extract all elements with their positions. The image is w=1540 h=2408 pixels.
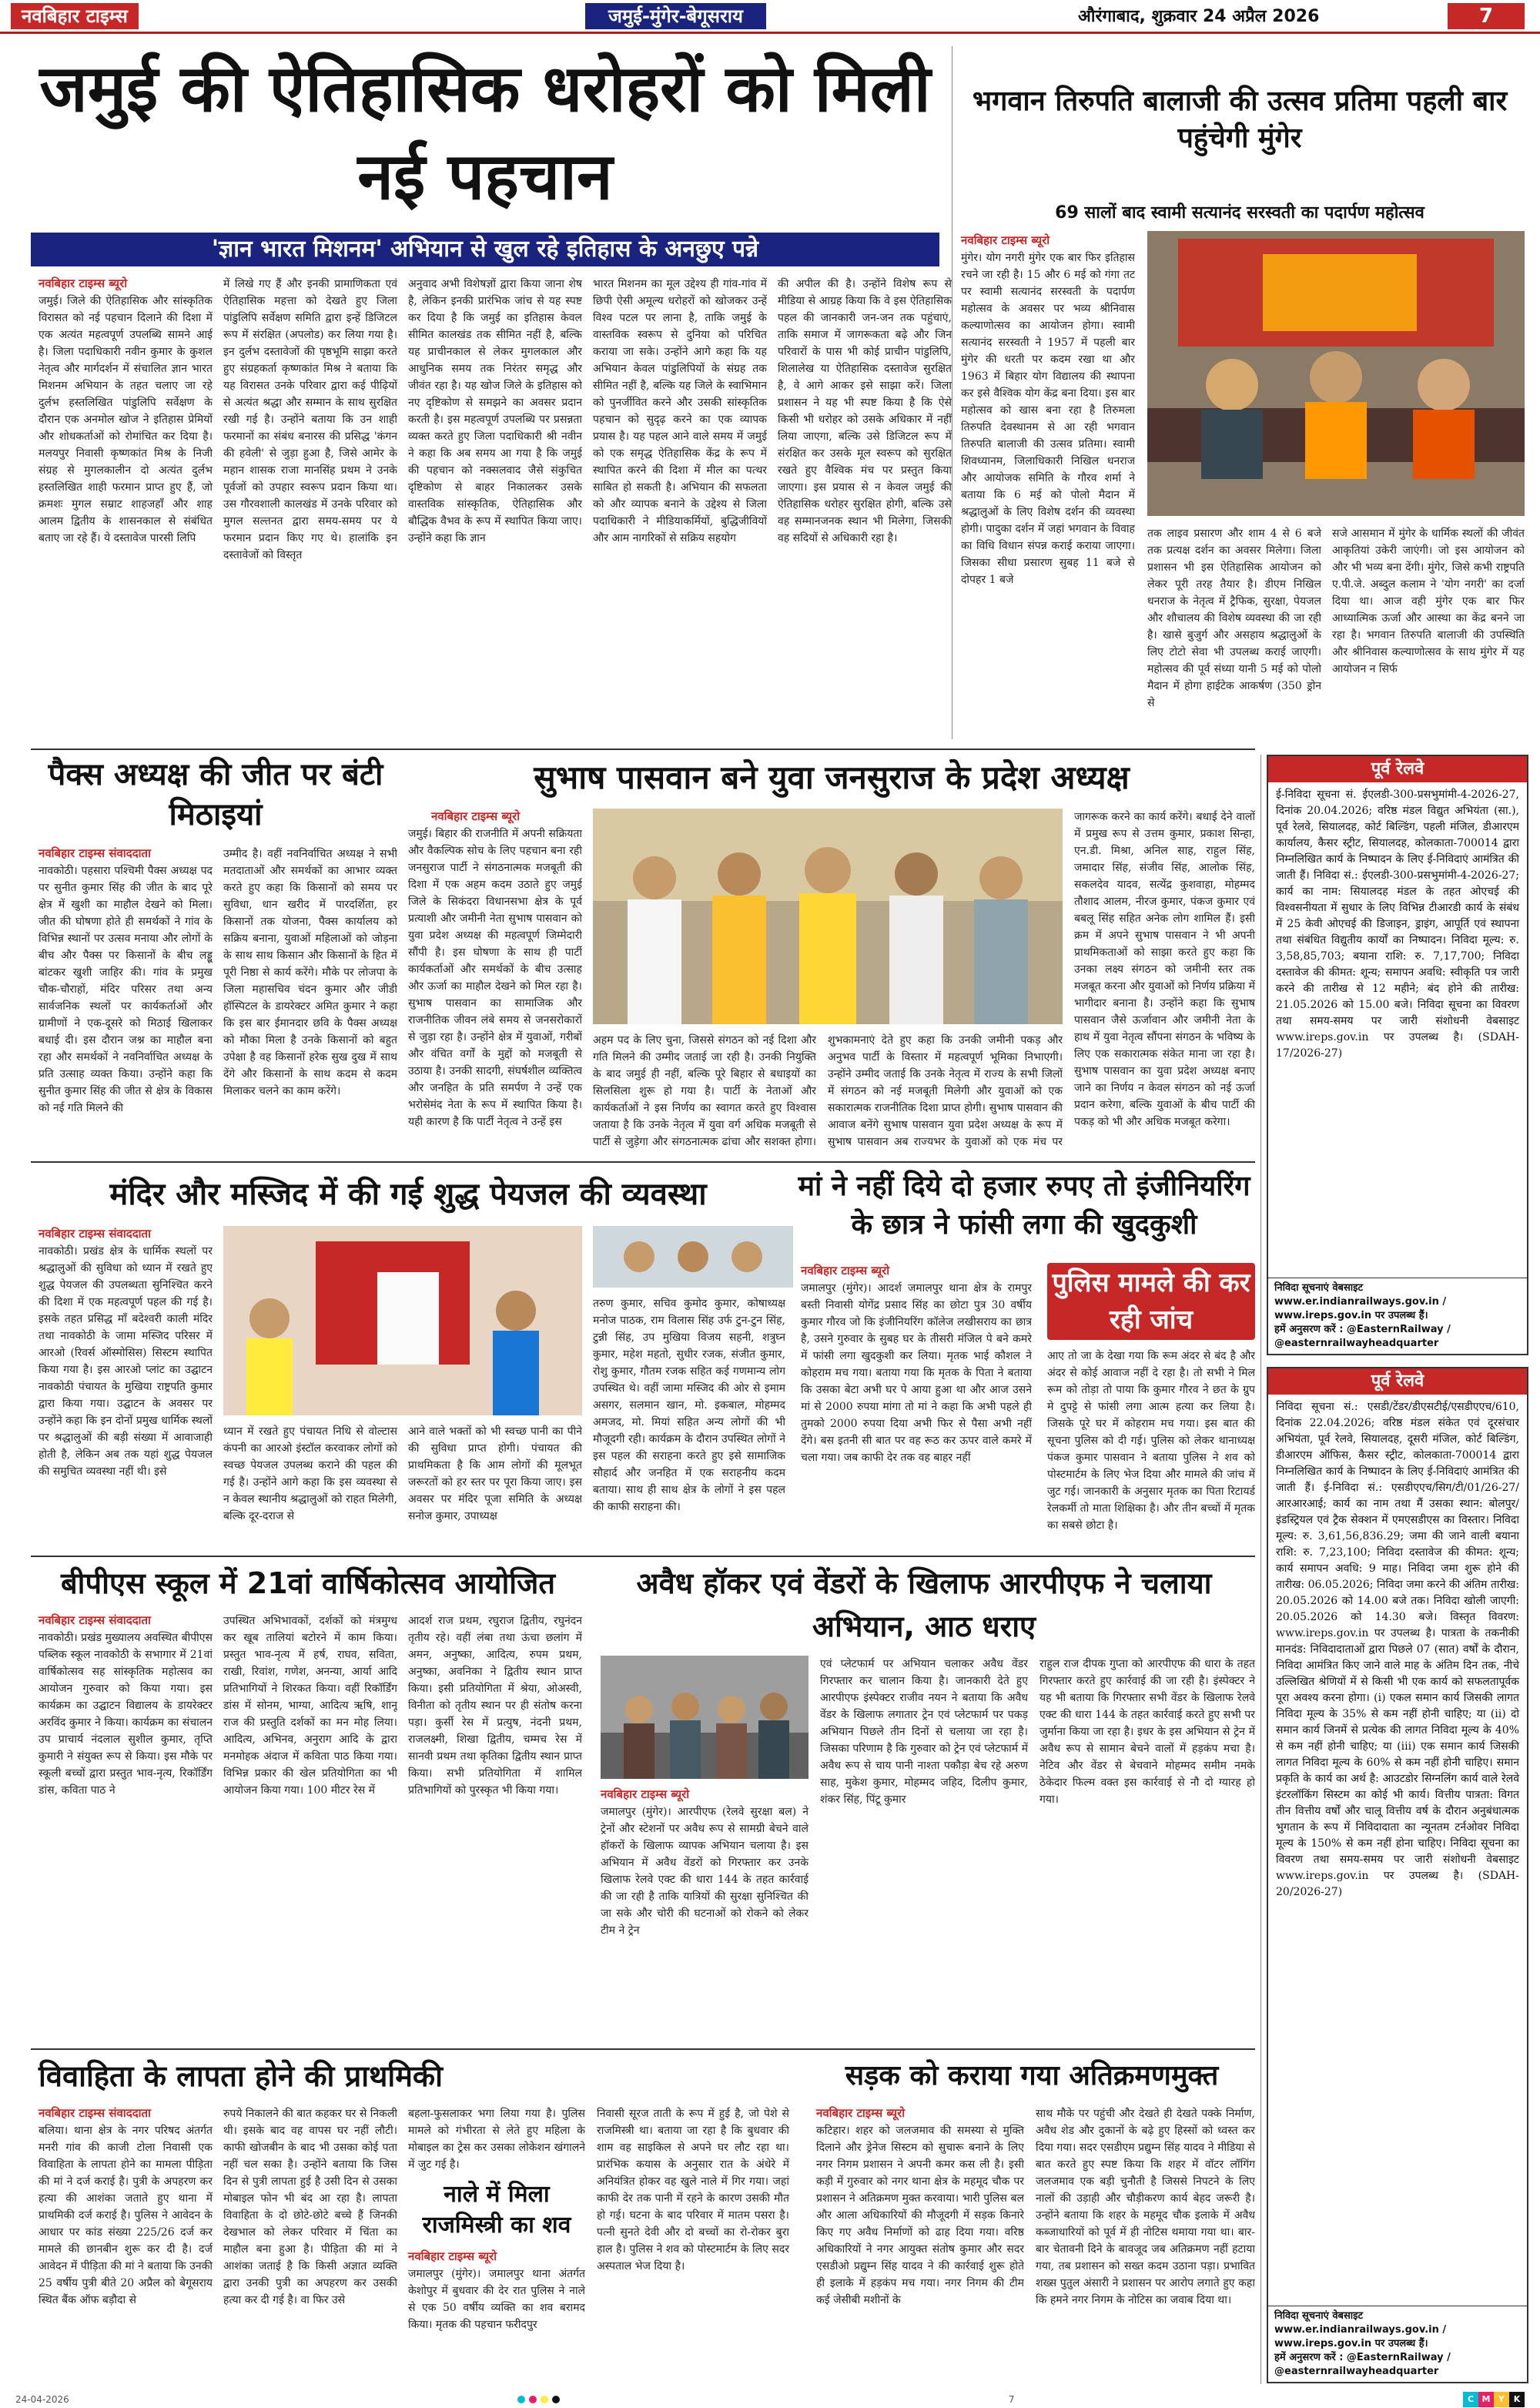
ad-footer: निविदा सूचनाएं वेबसाइट www.er.indianrailways.gov.in / www.ireps.gov.in पर उपलब्ध हैं। हमें अनुसरण करें : @EasternRailway / @easternrailwayheadquarter: [1268, 1278, 1527, 1354]
issue-date: औरंगाबाद, शुक्रवार 24 अप्रैल 2026: [1078, 7, 1320, 26]
print-footer: [0, 2390, 1540, 2408]
subhash-byline: नवबिहार टाइम्स ब्यूरो: [431, 809, 521, 823]
missing-col-2: रुपये निकालने की बात कहकर घर से निकली थी। इसके बाद वह वापस घर नहीं लौटी। काफी खोजबीन के बाद भी उसका कोई पता नहीं चल सका है। उन्होंने बताया कि जिस दिन से पुत्री लापता हुई है उसी दिन से उसका मोबाइल फोन भी बंद आ रहा है। लापता विवाहिता के दो छोटे-छोटे बच्चे हैं जिनकी देखभाल को लेकर परिवार में चिंता का माहौल बना हुआ है। पीड़िता की मां ने आशंका जताई है कि किसी अज्ञात व्यक्ति द्वारा उनकी पुत्री का अपहरण कर उसकी हत्या कर दी गई है। वा फिर उसे: [223, 2108, 397, 2306]
water-headline: मंदिर और मस्जिद में की गई शुद्ध पेयजल की व्यवस्था: [109, 1177, 707, 1212]
pacs-headline: पैक्स अध्यक्ष की जीत पर बंटी मिठाइयां: [48, 757, 383, 832]
railway-tender-ad-1: [1267, 755, 1528, 1355]
paper-name: नवबिहार टाइम्स: [11, 3, 139, 29]
tirupati-photo: [1147, 231, 1525, 516]
suicide-col-1: जमालपुर (मुंगेर)। आदर्श जमालपुर थाना क्षेत्र के रामपुर बस्ती निवासी योगेंद्र प्रसाद सिंह का छोटा पुत्र 30 वर्षीय कुमार गौरव जो कि इंजीनियरिंग कॉलेज लखीसराय का छात्र है, उसने गुरुवार के सुबह घर के तीसरी मंजिल पे बने कमरे में फांसी लगा खुदकुशी कर लिया। मृतक भाई कौशल ने कोहराम मच गया। बताया गया कि मृतक के पिता ने बताया कि उसका बेटा अभी घर पे आया हुआ था और आज उसने मां से 2000 रुपया मांगा तो मां ने कहा कि अभी पहले ही तुमको 2000 रुपया दिया अभी फिर से पैसा अभी नहीं देंगे। बस इतनी सी बात पर वह रूठ कर ऊपर वाले कमरे में चला गया। जब काफी देर तक वह बाहर नहीं: [801, 1282, 1032, 1464]
suicide-headline: मां ने नहीं दिये दो हजार रुपए तो इंजीनियरिंग के छात्र ने फांसी लगा की खुदकुशी: [798, 1171, 1250, 1241]
pacs-col-2: उम्मीद है। वहीं नवनिर्वाचित अध्यक्ष ने सभी मतदाताओं और समर्थकों का आभार व्यक्त करते हुए कहा कि किसानों को समय पर सुविधा, धान खरीद में पारदर्शिता, हर किसानों तक योजना, पैक्स कार्यालय को सक्रिय बनाना, युवाओं महिलाओं को जोड़ना के साथ साथ किसान और किसानों के हित में पूरी निष्ठा से कार्य करेंगे। मौके पर लोजपा के जिला महासचिव चंदन कुमार और जीडी हॉस्पिटल के डायरेक्टर अमित कुमार ने कहा कि इस बार ईमानदार छवि के पैक्स अध्यक्ष को मौका मिला है उनके किसानों को बहुत उपेक्षा है वह किसानों हरेक सुख दुख में साथ देंगे और किसानों के साथ कदम से कदम मिलाकर चलने का काम करेंगे।: [223, 848, 397, 1097]
drain-col-2: निवासी सूरज ताती के रूप में हुई है, जो पेशे से राजमिस्त्री था। बताया जा रहा है कि बुधवार की शाम वह साइकिल से अपने घर लौट रहा था। प्रारंभिक कयास के अनुसार रात के अंधेरे में अनियंत्रित होकर वह खुले नाले में गिर गया। जहां काफी देर तक पानी में रहने के कारण उसकी मौत हो गई। घटना के बाद परिवार में मातम पसरा है। पत्नी सुनते देवी और दो बच्चों का रो-रोकर बुरा हाल है। पुलिस ने शव को पोस्टमार्टम के लिए सदर अस्पताल भेज दिया है।: [597, 2108, 789, 2272]
page-number: 7: [1448, 3, 1525, 29]
divider: [31, 2048, 1255, 2050]
rpf-headline: अवैध हॉकर एवं वेंडरों के खिलाफ आरपीएफ ने चलाया अभियान, आठ धराए: [636, 1566, 1212, 1643]
suicide-box: पुलिस मामले की कर रही जांच: [1047, 1263, 1255, 1340]
tirupati-col-3: सजे आसमान में मुंगेर के धार्मिक स्थलों की जीवंत आकृतियां उकेरी जाएंगी। जो इस आयोजन को और भी भव्य बना देंगी। मुंगेर, जिसे कभी राष्ट्रपति ए.पी.जे. अब्दुल कलाम ने 'योग नगरी' का दर्जा दिया था। आज वही मुंगेर एक बार फिर आध्यात्मिक ऊर्जा और आस्था का केंद्र बनने जा रहा है। भगवान तिरुपति बालाजी की उपस्थिति और श्रीनिवास कल्याणोत्सव के साथ मुंगेर में यह आयोजन न सिर्फ: [1332, 527, 1525, 675]
footer-page: 7: [1008, 2393, 1015, 2405]
ad-header: पूर्व रेलवे: [1268, 756, 1527, 782]
ad-social-links[interactable]: हमें अनुसरण करें : @EasternRailway / @easternrailwayheadquarter: [1274, 1324, 1451, 1349]
tirupati-col-1: मुंगेर। योग नगरी मुंगेर एक बार फिर इतिहास रचने जा रही है। 15 और 6 मई को गंगा तट पर स्वामी सत्यानंद सरस्वती के पदार्पण महोत्सव के अवसर पर भव्य श्रीनिवास कल्याणोत्सव का आयोजन होगा। स्वामी सत्यानंद सरस्वती ने 1957 में पहली बार मुंगेर की धरती पर कदम रखा था और 1963 में बिहार योग विद्यालय की स्थापना कर इसे वैश्विक योग केंद्र बना दिया। इस बार महोत्सव को खास बना रहा है तिरुमला तिरुपति देवस्थानम से आ रही भगवान तिरुपति बालाजी की उत्सव प्रतिमा। स्वामी शिवध्यानम, जिलाधिकारी निखिल धनराज और आयोजक समिति के गौरव शर्मा ने बताया कि 6 मई को पोलो मैदान में श्रद्धालुओं के लिए विशेष दर्शन की व्यवस्था होगी। पादुका दर्शन में जहां भगवान के विवाह का विधि विधान संपन्न कराई कराया जाएगा। जिसका सीधा प्रसारण सुबह 11 बजे से दोपहर 1 बजे: [961, 252, 1135, 586]
divider: [31, 749, 1255, 750]
ad-body: निविदा सूचना सं.: एसडी/टेंडर/डीएसटीई/एसडीएएच/610, दिनांक 22.04.2026; वरिष्ठ मंडल संकेत एवं दूरसंचार अभियंता, पूर्व रेलवे, सियालदह, दूसरी मंजिल, कोर्ट बिल्डिंग, डीआरएम ऑफिस, कैसर स्ट्रीट, कोलकाता-700014 द्वारा निम्नलिखित कार्य के निष्पादन के लिए ई-निविदाएं आमंत्रित की जाती हैं। ई-निविदा सं.: एसडीएएच/सिग/टी/01/26-27/आरआरआई; कार्य का नाम तथा मैं उसका स्थान: बोलपुर/इंडस्ट्रियल एवं ट्रैक सेक्शन में एमएसडीएस का विस्तार। निविदा मूल्य: रु. 3,61,56,836.29; जमा की जाने वाली बयाना राशि: रु. 7,23,100; निविदा दस्तावेज की कीमत: शून्य; कार्य समापन अवधि: 9 माह। निविदा जमा शुरू होने की तारीख: 06.05.2026; निविदा जमा करने की अंतिम तारीख: 20.05.2026 को 14.00 बजे तक। निविदा खोली जाएगी: 20.05.2026 को 14.30 बजे। विस्तृत विवरण: www.ireps.gov.in पर उपलब्ध है। पात्रता के तकनीकी मानदंड: निविदादाताओं द्वारा पिछले 07 (सात) वर्षों के दौरान, निविदा आमंत्रित किए जाने वाले माह के अंतिम दिन तक, नीचे उल्लिखित श्रेणियों में से किसी भी एक कार्य को सफलतापूर्वक पूरा अवश्य करना होगा। (i) एकल समान कार्य जिसकी लागत निविदा मूल्य के 35% से कम नहीं होनी चाहिए; या (ii) दो समान कार्य जिनमें से प्रत्येक की लागत निविदा मूल्य के 40% से कम नहीं होनी चाहिए; या (iii) एक समान कार्य जिसकी लागत निविदा मूल्य के 60% से कम नहीं होनी चाहिए। समान प्रकृति के कार्य का अर्थ है: आउटडोर सिग्नलिंग कार्य वाले रेलवे इंटरलॉकिंग सिस्टम का कोई भी कार्य। वित्तीय पात्रता: विगत तीन वित्तीय वर्षों और चालू वित्तीय वर्ष के दौरान अनुबंधात्मक भुगतान के रूप में निविदादाता का न्यूनतम टर्नओवर निविदा मूल्य के 150% से कम नहीं होना चाहिए। निविदा सूचना का विवरण तथा समय-समय पर जारी संशोधनी वेबसाइट www.ireps.gov.in पर उपलब्ध है। (SDAH-20/2026-27): [1276, 1401, 1519, 1898]
divider: [31, 1161, 1255, 1163]
divider: [31, 1556, 1255, 1557]
drain-headline: नाले में मिला राजमिस्त्री का शव: [422, 2181, 571, 2239]
lead-col-5: की अपील की है। उन्होंने विशेष रूप से मीडिया से आग्रह किया कि वे इस ऐतिहासिक पहल की जानकारी जन-जन तक पहुंचाएं, ताकि समाज में जागरूकता बढ़े और जिन परिवारों के पास भी कोई प्राचीन पांडुलिपि, शिलालेख या ऐतिहासिक दस्तावेज सुरक्षित है, वे आगे आकर इसे साझा करें। जिला प्रशासन ने यह भी स्पष्ट किया है कि ऐसे किसी भी धरोहर को उसके अधिकार में नहीं लिया जाएगा, बल्कि उसे डिजिटल रूप में संरक्षित कर उसके मूल स्वरूप को सुरक्षित रखते हुए वैश्विक मंच पर प्रस्तुत किया जाएगा। इस प्रयास से न केवल जमुई की ऐतिहासिक धरोहर सुरक्षित होगी, बल्कि उसे वह सम्मानजनक स्थान भी मिलेगा, जिसकी वह सदियों से अधिकारी रहा है।: [778, 278, 952, 544]
tirupati-headline: भगवान तिरुपति बालाजी की उत्सव प्रतिमा पहली बार पहुंचेगी मुंगेर: [972, 85, 1508, 154]
footer-date: 24-04-2026: [15, 2393, 69, 2405]
water-photo-2: [593, 1226, 793, 1288]
column-rule: [1260, 755, 1261, 2384]
subhash-col-4: जागरूक करने का कार्य करेंगे। बधाई देने वालों में प्रमुख रूप से उत्तम कुमार, प्रकाश सिन्हा, एन.डी. मिश्रा, अनिल साह, राहुल सिंह, जमादार सिंह, संजीव सिंह, आलोक सिंह, सकलदेव यादव, सत्येंद्र कुशवाहा, मोहम्मद तौशाद आलम, नीरज कुमार, पंकज कुमार एवं बबलू सिंह सहित अनेक लोग शामिल हैं। इसी क्रम में अपने सुभाष पासवान ने भी अपनी प्राथमिकताओं को साझा करते हुए कहा कि उनका लक्ष्य संगठन को जमीनी स्तर तक मजबूत करना और युवाओं को निर्णय प्रक्रिया में भागीदार बनाना है। उन्होंने कहा कि सुभाष पासवान जैसे ऊर्जावान और जमीनी नेता के हाथ में युवा नेतृत्व सौंपना संगठन के भविष्य के लिए एक सकारात्मक संकेत माना जा रहा है। सुभाष पासवान का युवा प्रदेश अध्यक्ष बनाए जाने का निर्णय न केवल संगठन को नई ऊर्जा प्रदान करेगा, बल्कि युवाओं के बीच पार्टी की पकड़ को भी और अधिक मजबूत करेगा।: [1074, 811, 1255, 1128]
subhash-col-2: अहम पद के लिए चुना, जिससे संगठन को नई दिशा और गति मिलने की उम्मीद जताई जा रही है। उनकी नियुक्ति के बाद जमुई ही नहीं, बल्कि पूरे बिहार से बधाइयों का सिलसिला शुरू हो गया है। पार्टी के नेताओं और कार्यकर्ताओं ने इस निर्णय का स्वागत करते हुए विश्वास जताया है कि उनके नेतृत्व में युवा वर्ग अधिक मजबूती से पार्टी से जुड़ेगा और संगठनात्मक ढांचा और सशक्त होगा।: [593, 1034, 816, 1148]
pacs-byline: नवबिहार टाइम्स संवाददाता: [38, 846, 151, 860]
water-photo: [223, 1226, 582, 1415]
rpf-col-2: एवं प्लेटफार्म पर अभियान चलाकर अवैध वेंडर गिरफ्तार कर चालान किया है। जानकारी देते हुए आरपीएफ इंस्पेक्टर राजीव नयन ने बताया कि अवैध वेंडर के खिलाफ लगातार ट्रेन एवं प्लेटफार्म पर पकड़ अभियान पिछले तीन दिनों से चलाया जा रहा है। जिसका परिणाम है कि गुरुवार को ट्रेन एवं प्लेटफार्म में अवैध रूप से चाय पानी नाश्ता पकौड़ा बेच रहे अरुण साह, मुकेश कुमार, मोहम्मद जहिद, दिलीप कुमार, शंकर सिंह, पिंटू कुमार: [820, 1658, 1028, 1806]
encroach-headline: सड़क को कराया गया अतिक्रमणमुक्त: [845, 2060, 1219, 2092]
suicide-byline: नवबिहार टाइम्स ब्यूरो: [801, 1264, 890, 1278]
subhash-col-1: जमुई। बिहार की राजनीति में अपनी सक्रियता और वैकल्पिक सोच के लिए पहचान बना रही जनसुराज पार्टी ने संगठनात्मक मजबूती की दिशा में एक अहम कदम उठाते हुए जमुई जिले के सिकंदरा विधानसभा क्षेत्र के पूर्व प्रत्याशी और जमीनी नेता सुभाष पासवान को युवा प्रदेश अध्यक्ष की महत्वपूर्ण जिम्मेदारी सौंपी है। इस घोषणा के साथ ही पार्टी कार्यकर्ताओं और समर्थकों के बीच उत्साह और ऊर्जा का माहौल देखने को मिल रहा है। सुभाष पासवान का सामाजिक और राजनीतिक जीवन लंबे समय से जनसरोकारों से जुड़ा रहा है। उन्होंने क्षेत्र में युवाओं, गरीबों और वंचित वर्गों के मुद्दों को मजबूती से उठाया है। उनकी सादगी, संघर्षशील व्यक्तित्व और जनहित के प्रति समर्पण ने उन्हें एक भरोसेमंद नेता के रूप में स्थापित किया है। यही कारण है कि पार्टी नेतृत्व ने उन्हें इस: [408, 828, 582, 1128]
railway-tender-ad-2: [1267, 1367, 1528, 2383]
registration-marks: [517, 2396, 560, 2403]
school-byline: नवबिहार टाइम्स संवाददाता: [38, 1613, 151, 1627]
rpf-col-1: जमालपुर (मुंगेर)। आरपीएफ (रेलवे सुरक्षा बल) ने ट्रेनों और स्टेशनों पर अवैध रूप से सामग्री बेचने वाले हॉकरों के खिलाफ व्यापक अभियान चलाया है। इस अभियान में अवैध वेंडरों को गिरफ्तार कर उनके खिलाफ रेलवे एक्ट की धारा 144 के तहत कार्रवाई की जा रही है ताकि यात्रियों की सुरक्षा सुनिश्चित की जा सके और चोरी की घटनाओं को रोकने को लेकर टीम ने ट्रेन: [601, 1806, 808, 1937]
lead-col-3: अनुवाद अभी विशेषज्ञों द्वारा किया जाना शेष है, लेकिन इनकी प्रारंभिक जांच से यह स्पष्ट कर दिया है कि जमुई का इतिहास केवल सीमित कालखंड तक सीमित नहीं है, बल्कि यह प्राचीनकाल से लेकर मुगलकाल और आधुनिक समय तक निरंतर समृद्ध और जीवंत रहा है। यह खोज जिले के इतिहास को नए दृष्टिकोण से समझने का अवसर प्रदान करती है। इस महत्वपूर्ण उपलब्धि पर प्रसन्नता व्यक्त करते हुए जिला पदाधिकारी श्री नवीन ने कहा कि अब समय आ गया है कि जमुई की पहचान को नक्सलवाद जैसे संकुचित दृष्टिकोण से बाहर निकालकर उसके वास्तविक सांस्कृतिक, ऐतिहासिक और बौद्धिक वैभव के रूप में स्थापित किया जाए। उन्होंने कहा कि ज्ञान: [408, 278, 582, 544]
ad-body: ई-निविदा सूचना सं. ईएलडी-300-प्रसभुमांमी-4-2026-27, दिनांक 20.04.2026; वरिष्ठ मंडल विद्युत अभियंता (सा.), पूर्व रेलवे, सियालदह, कोर्ट बिल्डिंग, पहली मंजिल, डीआरएम कार्यालय, कैसर स्ट्रीट, सियालदह, कोलकाता-700014 द्वारा निम्नलिखित कार्य के निष्पादन के लिए ई-निविदाएं आमंत्रित की जाती हैं। निविदा सं.: ईएलडी-300-प्रसभुमांमी-4-2026-27; कार्य का नाम: सियालदह मंडल के तहत ओएचई की विश्वसनीयता में सुधार के लिए विभिन्न टीआरडी कार्य के संबंध में 25 केवी ओएचई की डिजाइन, ड्राइंग, आपूर्ति एवं स्थापना तथा संबंधित विद्युतीय कार्यों का निष्पादन। निविदा मूल्य: रु. 3,58,85,703; बयाना राशि: रु. 7,17,700; निविदा दस्तावेज की कीमत: शून्य; समापन अवधि: स्वीकृति पत्र जारी करने की तारीख से 12 महीने; बंद होने की तारीख: 21.05.2026 को 15.00 बजे। निविदा सूचना का विवरण तथा समय-समय पर जारी संशोधनी वेबसाइट www.ireps.gov.in पर उपलब्ध है। (SDAH-17/2026-27): [1276, 789, 1519, 1060]
tirupati-strap: 69 सालों बाद स्वामी सत्यानंद सरस्वती का पदार्पण महोत्सव: [1055, 203, 1424, 223]
subhash-photo: [593, 809, 1063, 1024]
subhash-col-3: शुभकामनाएं देते हुए कहा कि उनकी जमीनी पकड़ और अनुभव पार्टी के विस्तार में महत्वपूर्ण भूमिका निभाएगी। उन्होंने उम्मीद जताई कि उनके नेतृत्व में राज्य के सभी जिलों में संगठन को नई मजबूती मिलेगी और युवाओं को एक सकारात्मक राजनीतिक दिशा प्राप्त होगी। सुभाष पासवान की आवाज बनेंगे सुभाष पासवान युवा प्रदेश अध्यक्ष के रूप में सुभाष पासवान अब राज्यभर के युवाओं को एक मंच पर: [828, 1034, 1063, 1148]
school-col-3: आदर्श राज प्रथम, रघुराज द्वितीय, रघुनंदन तृतीय रहे। वहीं लंबा तथा ऊंचा छलांग में अमन, अनुष्का, आदित्य, रुपम प्रथम, अनुष्का, अवनिका ने द्वितीय स्थान प्राप्त किया। इसी प्रतियोगिता में श्रेया, ओअस्वी, विनीता को तृतीय स्थान पर ही संतोष करना पड़ा। कुर्सी रेस में प्रत्युष, नंदनी प्रथम, राजलक्ष्मी, शिखा द्वितीय, चम्मच रेस में सानवी प्रथम तथा कृतिका द्वितीय स्थान प्राप्त किया। सभी प्रतियोगिता में शामिल प्रतिभागियों को पुरस्कृत भी किया गया।: [408, 1615, 582, 1797]
encroach-byline: नवबिहार टाइम्स ब्यूरो: [816, 2106, 906, 2120]
lead-col-4: भारत मिशनम का मूल उद्देश्य ही गांव-गांव में छिपी ऐसी अमूल्य धरोहरों को खोजकर उन्हें विश्व पटल पर लाना है, ताकि जमुई के वास्तविक स्वरूप से दुनिया को परिचित कराया जा सके। उन्होंने आगे कहा कि यह अभियान केवल पांडुलिपियों के संग्रह तक सीमित नहीं है, बल्कि यह जिले के स्वाभिमान को पुनर्जीवित करने और उसकी सांस्कृतिक पहचान को सुदृढ़ करने का एक व्यापक प्रयास है। यह पहल आने वाले समय में जमुई को एक समृद्ध ऐतिहासिक केंद्र के रूप में स्थापित करने की दिशा में मील का पत्थर साबित हो सकती है। अभियान की सफलता को और व्यापक बनाने के उद्देश्य से जिला पदाधिकारी ने मीडियाकर्मियों, बुद्धिजीवियों और आम नागरिकों से सक्रिय सहयोग: [593, 278, 767, 544]
water-col-2: ध्यान में रखते हुए पंचायत निधि से वोल्टास कंपनी का आरओ इंस्टॉल करवाकर लोगों को स्वच्छ पेयजल उपलब्ध कराने की पहल की गई है। उन्होंने आगे कहा कि इस व्यवस्था से न केवल स्थानीय श्रद्धालुओं को राहत मिलेगी, बल्कि दूर-दराज से: [223, 1425, 397, 1522]
missing-col-1: बलिया। थाना क्षेत्र के नगर परिषद अंतर्गत मनरी गांव की काजी टोला निवासी एक विवाहिता के लापता होने का मामला पीड़िता की मां ने दर्ज कराई है। पुत्री के अपहरण कर हत्या की आशंका जताते हुए थाना में प्राथमिकी दर्ज कराई है। पुलिस ने आवेदन के आधार पर कांड संख्या 225/26 दर्ज कर मामले की छानबीन शुरू कर दी है। दर्ज आवेदन में पीड़िता की मां ने बताया कि उनकी 25 वर्षीय पुत्री बीते 20 अप्रैल को बेगूसराय स्थित बैंक ऑफ बड़ौदा से: [38, 2125, 213, 2306]
rpf-byline: नवबिहार टाइम्स ब्यूरो: [601, 1787, 690, 1801]
lead-strap: 'ज्ञान भारत मिशनम' अभियान से खुल रहे इतिहास के अनछुए पन्ने: [31, 233, 939, 266]
tirupati-byline: नवबिहार टाइम्स ब्यूरो: [961, 233, 1050, 247]
pacs-col-1: नावकोठी। पहसारा पश्चिमी पैक्स अध्यक्ष पद पर सुनीत कुमार सिंह की जीत के बाद पूरे क्षेत्र में खुशी का माहौल देखने को मिला। जीत की घोषणा होते ही समर्थकों ने गांव के विभिन्न स्थानों पर उत्सव मनाया और लोगों के बीच और पैक्स पर किसानों के बीच लड्डू बांटकर खुशी जाहिर की। गांव के प्रमुख चौक-चौराहों, मंदिर परिसर तथा अन्य सार्वजनिक स्थलों पर कार्यकर्ताओं और ग्रामीणों ने एक-दूसरे को मिठाई खिलाकर बधाई दी। इस दौरान जश्न का माहौल बना रहा और समर्थकों ने नवनिर्वाचित अध्यक्ष के प्रति उत्साह व्यक्त किया। उन्होंने कहा कि सुनीत कुमार सिंह की जीत से क्षेत्र के विकास को नई गति मिलने की: [38, 865, 213, 1114]
school-col-1: नावकोठी। प्रखंड मुख्यालय अवस्थित बीपीएस पब्लिक स्कूल नावकोठी के सभागार में 21वां वार्षिकोत्सव सह सांस्कृतिक महोत्सव का आयोजन गुरुवार को किया गया। इस कार्यक्रम का उद्घाटन विद्यालय के डायरेक्टर अरविंद कुमार ने किया। कार्यक्रम का संचालन उप प्राचार्य नंदलाल सुशील कुमार, तृप्ति कुमारी ने संयुक्त रूप से किया। इस मौके पर स्कूली बच्चों द्वारा प्रस्तुत भाव-नृत्य, रिकॉर्डिंग डांस, कविता पाठ ने: [38, 1632, 213, 1797]
lead-byline: नवबिहार टाइम्स ब्यूरो: [38, 276, 128, 290]
cmyk-swatch: C M Y K: [1463, 2392, 1525, 2407]
section-name: जमुई-मुंगेर-बेगूसराय: [585, 3, 766, 29]
rpf-photo: [601, 1656, 808, 1779]
water-col-1: नावकोठी। प्रखंड क्षेत्र के धार्मिक स्थलों पर श्रद्धालुओं की सुविधा को ध्यान में रखते हुए शुद्ध पेयजल की उपलब्धता सुनिश्चित करने की दिशा में एक महत्वपूर्ण पहल की गई है। इसके तहत प्रसिद्ध माँ बदेश्वरी काली मंदिर तथा नावकोठी के जामा मस्जिद परिसर में आरओ (रिवर्स ऑस्मोसिस) सिस्टम स्थापित किया गया है। इस आरओ प्लांट का उद्घाटन नावकोठी पंचायत के मुखिया राष्ट्रपति कुमार द्वारा किया गया। उद्घाटन के अवसर पर उन्होंने कहा कि इन दोनों प्रमुख धार्मिक स्थलों पर श्रद्धालुओं की बड़ी संख्या में आवाजाही होती है, लेकिन अब तक यहां शुद्ध पेयजल की समुचित व्यवस्था नहीं थी। इसे: [38, 1245, 213, 1478]
school-col-2: उपस्थित अभिभावकों, दर्शकों को मंत्रमुग्ध कर खूब तालियां बटोरने में काम किया। प्रस्तुत भाव-नृत्य में हर्ष, राघव, सविता, राखी, रिवांश, गणेश, अनन्या, आर्या आदि प्रतिभागियों ने शिरकत किया। वहीं रिकॉर्डिंग डांस में सोनम, भाग्या, आदित्य ऋषि, शानू राज की प्रस्तुति दर्शकों का मन मोह लिया। आदित्य, अभिनव, अनुराग आदि के द्वारा मनमोहक अंदाज में कविता पाठ किया गया। विभिन्न प्रकार की खेल प्रतियोगिता का भी आयोजन किया गया। 100 मीटर रेस में: [223, 1615, 397, 1797]
missing-continued: बहला-फुसलाकर भगा लिया गया है। पुलिस मामले को गंभीरता से लेते हुए महिला के मोबाइल का ट्रेस कर उसका लोकेशन खंगालने में जुट गई है।: [408, 2108, 585, 2171]
water-byline: नवबिहार टाइम्स संवाददाता: [38, 1227, 151, 1241]
ad-footer: निविदा सूचनाएं वेबसाइट www.er.indianrailways.gov.in / www.ireps.gov.in पर उपलब्ध हैं। हमें अनुसरण करें : @EasternRailway / @easternrailwayheadquarter: [1268, 2306, 1527, 2382]
tirupati-col-2: तक लाइव प्रसारण और शाम 4 से 6 बजे तक प्रत्यक्ष दर्शन का अवसर मिलेगा। जिला प्रशासन भी इस ऐतिहासिक आयोजन को लेकर पूरी तरह तैयार है। डीएम निखिल धनराज के नेतृत्व में ट्रैफिक, सुरक्षा, पेयजल और शौचालय की विशेष व्यवस्था की जा रही है। खासे बुजुर्ग और असहाय श्रद्धालुओं के लिए टोटो सेवा भी उपलब्ध कराई जाएगी। महोत्सव की पूर्व संध्या यानी 5 मई को पोलो मैदान में होगा हाईटेक आकर्षण (350 ड्रोन से: [1147, 527, 1321, 709]
missing-byline: नवबिहार टाइम्स संवाददाता: [38, 2106, 151, 2120]
drain-col-1: जमालपुर (मुंगेर)। जमालपुर थाना अंतर्गत केशोपुर में बुधवार की देर रात पुलिस ने नाले से एक 50 वर्षीय व्यक्ति का शव बरामद किया। मृतक की पहचान फरीदपुर: [408, 2268, 585, 2331]
encroach-col-1: कटिहार। शहर को जलजमाव की समस्या से मुक्ति दिलाने और ड्रेनेज सिस्टम को सुचारू बनाने के लिए नगर निगम प्रशासन ने अपनी कमर कस ली है। इसी कड़ी में गुरुवार को नगर थाना क्षेत्र के महमूद चौक पर प्रशासन ने अतिक्रमण मुक्त करवाया। भारी पुलिस बल और आला अधिकारियों की मौजूदगी में सड़क किनारे किए गए अवैध निर्माणों को ढाह दिया गया। वरिष्ठ अधिकारियों ने नगर आयुक्त संतोष कुमार और सदर एसडीओ प्रद्युम्न सिंह यादव ने की कार्रवाई शुरू होते ही इलाके में हड़कंप मच गया। नगर निगम की टीम कई जेसीबी मशीनों के: [816, 2125, 1024, 2306]
water-col-4: तरुण कुमार, सचिव कुमोद कुमार, कोषाध्यक्ष मनोज पाठक, राम विलास सिंह उर्फ टुन-टुन सिंह, टुन्नी सिंह, उप मुखिया विजय सहनी, शत्रुघ्न कुमार, महेश महतो, सुधीर रजक, संजीत कुमार, रोशु कुमार, गौतम रजक सहित कई गणमान्य लोग उपस्थित थे। वहीं जामा मस्जिद की ओर से इमाम असगर, सलमान खान, मो. इकबाल, मोहम्मद अमजद, मो. मियां सहित अन्य लोगों की भी मौजूदगी रही। कार्यक्रम के दौरान उपस्थित लोगों ने इस पहल की सराहना करते हुए इसे सामाजिक सौहार्द और जनहित में एक सराहनीय कदम बताया। साथ ही साथ क्षेत्र के लोगों ने इस पहल की काफी सराहना की।: [593, 1298, 785, 1513]
lead-col-1: जमुई। जिले की ऐतिहासिक और सांस्कृतिक विरासत को नई पहचान दिलाने की दिशा में एक अत्यंत महत्वपूर्ण उपलब्धि सामने आई है। जिला पदाधिकारी नवीन कुमार के कुशल नेतृत्व और मार्गदर्शन में संचालित ज्ञान भारत मिशनम अभियान के तहत चलाए जा रहे दुर्लभ हस्तलिखित पांडुलिपि सर्वेक्षण के दौरान एक अनमोल खोज ने इतिहास प्रेमियों और शोधकर्ताओं को रोमांचित कर दिया है। मलयपुर निवासी कृष्णकांत मिश्र के निजी संग्रह से मुगलकालीन दो अत्यंत दुर्लभ हस्तलिखित शाही फरमान प्राप्त हुए हैं, जो क्रमशः मुगल सम्राट शाहजहाँ और शाह आलम द्वितीय के शासनकाल से संबंधित बताए जा रहे हैं। ये दस्तावेज पारसी लिपि: [38, 295, 213, 544]
subhash-headline: सुभाष पासवान बने युवा जनसुराज के प्रदेश अध्यक्ष: [534, 759, 1130, 796]
rpf-col-3: राहुल राज दीपक गुप्ता को आरपीएफ की धारा के तहत गिरफ्तार करते हुए कार्रवाई की जा रही है। इंस्पेक्टर ने यह भी बताया कि गिरफ्तार सभी वेंडर के खिलाफ रेलवे एक्ट की धारा 144 के तहत कार्रवाई करते हुए सभी पर जुर्माना किया जा रहा है। इधर के इस अभियान से ट्रेन में अवैध रूप से सामान बेचने वालों में हड़कंप मचा है। नेटिव और वेंडर से बेचवाने मोहम्मद समीम नमके ठेकेदार फिल्म वक्त इस कार्रवाई से नौ दो ग्यारह हो गया।: [1040, 1658, 1255, 1806]
ad-social-links[interactable]: हमें अनुसरण करें : @EasternRailway / @easternrailwayheadquarter: [1274, 2352, 1451, 2377]
school-headline: बीपीएस स्कूल में 21वां वार्षिकोत्सव आयोजित: [60, 1566, 556, 1600]
ad-header: पूर्व रेलवे: [1268, 1368, 1527, 1395]
water-col-3: आने वाले भक्तों को भी स्वच्छ पानी का पीने की सुविधा प्राप्त होगी। पंचायत की प्राथमिकता है कि आम लोगों की मूलभूत जरूरतों को हर स्तर पर पूरा किया जाए। इस अवसर पर मंदिर पूजा समिति के अध्यक्ष सनोज कुमार, उपाध्यक्ष: [408, 1425, 582, 1522]
lead-col-2: में लिखे गए हैं और इनकी प्रामाणिकता एवं ऐतिहासिक महत्ता को देखते हुए जिला पांडुलिपि सर्वेक्षण समिति द्वारा इन्हें डिजिटल रूप में संरक्षित (अपलोड) कर लिया गया है। इन दुर्लभ दस्तावेजों की पृष्ठभूमि साझा करते हुए संग्रहकर्ता कृष्णकांत मिश्र ने बताया कि यह विरासत उनके परिवार द्वारा कई पीढ़ियों से अत्यंत श्रद्धा और सम्मान के साथ सुरक्षित रखी गई है। उन्होंने बताया कि उन शाही फरमानों का संबंध बनारस की प्रसिद्ध 'कंगन की हवेली' से जुड़ा हुआ है, जिसे आमेर के महान शासक राजा मानसिंह प्रथम ने उनके पूर्वजों को उपहार स्वरूप प्रदान किया था। उस गौरवशाली कालखंड में उनके परिवार को मुगल सल्तनत द्वारा समय-समय पर ये फरमान प्रदान किए गए थे। हालांकि इन दस्तावेजों को विस्तृत: [223, 278, 397, 561]
drain-byline: नवबिहार टाइम्स ब्यूरो: [408, 2249, 497, 2263]
suicide-col-2: आए तो जा के देखा गया कि रूम अंदर से बंद है और अंदर से कोई आवाज नहीं दे रहा है। तो सभी ने मिल रूम को तोड़ा तो पाया कि कुमार गौरव ने छत के ग्रुप मे दुपट्टे से फांसी लगा आत्म हत्या कर लिया है। जिसके पूरे घर में कोहराम मच गया। इस बात की सूचना पुलिस को दी गई। पुलिस को लेकर थानाध्यक्ष पंकज कुमार पासवान ने बताया पुलिस ने शव को पोस्टमार्टम के लिए भेज दिया और मामले की जांच में जुट गई। जानकारी के अनुसार मृतक का पिता रिटायर्ड रेलकर्मी तो माता शिक्षिका है। और तीन बच्चों में मृतक का सबसे छोटा है।: [1047, 1350, 1255, 1532]
lead-headline: जमुई की ऐतिहासिक धरोहरों को मिली नई पहचान: [39, 51, 931, 214]
missing-headline: विवाहिता के लापता होने की प्राथमिकी: [38, 2059, 443, 2093]
encroach-col-2: साथ मौके पर पहुंची और देखते ही देखते पक्के निर्माण, अवैध शेड और दुकानों के बढ़े हुए हिस्सों को ध्वस्त कर दिया गया। सदर एसडीएम प्रद्युम्न सिंह यादव ने मीडिया से बात करते हुए स्पष्ट किया कि शहर में वॉटर लॉगिंग जलजमाव एक बड़ी चुनौती है जिससे निपटने के लिए नालों की उड़ाही और चौड़ीकरण कार्य बेहद जरूरी है। उन्होंने बताया कि शहर के महमूद चौक इलाके में अवैध कब्जाधारियों को पूर्व में ही नोटिस थमाया गया था। बार-बार चेतावनी दिने के बावजूद जब अतिक्रमण नहीं हटाया गया, तब प्रशासन को सख्त कदम उठाना पड़ा। प्रभावित शख्स पुतुल अंसारी ने प्रशासन पर आरोप लगाते हुए कहा कि हमने नगर निगम के नोटिस का जवाब दिया था।: [1036, 2108, 1255, 2306]
